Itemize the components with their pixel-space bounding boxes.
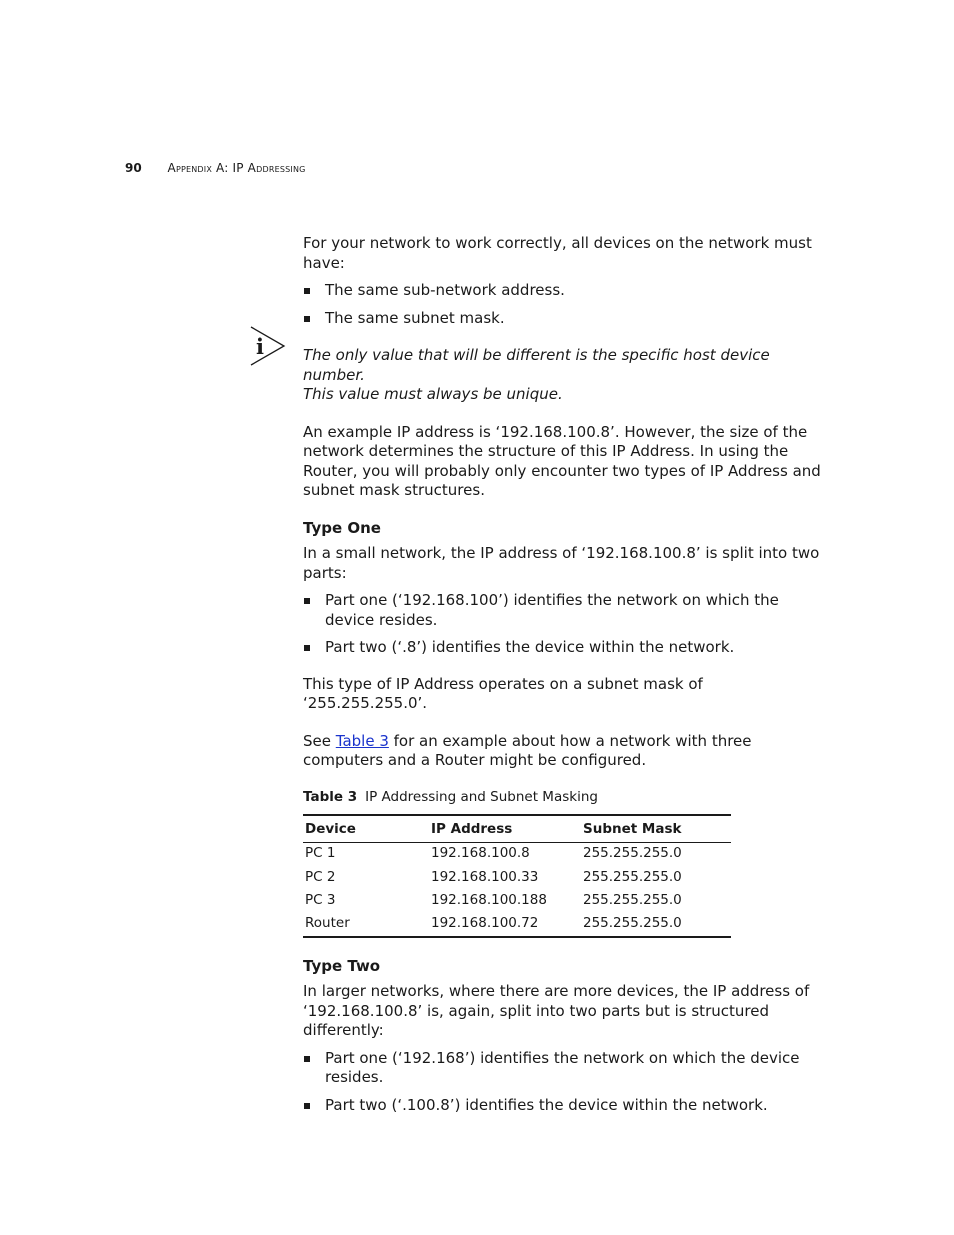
list-item-text: The same sub-network address. <box>325 281 565 299</box>
table-cell: 192.168.100.8 <box>431 845 530 862</box>
table-row <box>303 912 731 936</box>
table-cell: 192.168.100.188 <box>431 891 547 908</box>
table-caption-number: Table 3 <box>303 788 358 805</box>
type-two-intro: In larger networks, where there are more devices, the IP address of ‘192.168.100.8’ is, again, split into two parts but is structured differently: <box>303 982 810 1040</box>
table-row <box>303 866 731 889</box>
list-item-text: The same subnet mask. <box>325 308 505 327</box>
list-item-text: Part two (‘.8’) identifies the device within the network. <box>325 638 735 656</box>
table-cell: 255.255.255.0 <box>583 891 682 908</box>
section-heading-type-one: Type One <box>303 518 381 537</box>
table-header-row <box>303 815 731 842</box>
note-line: The only value that will be different is the specific host device number. <box>303 346 770 384</box>
page-content <box>303 234 823 1115</box>
bullet-marker <box>304 598 310 604</box>
list-item-text: Part one (‘192.168’) identifies the network on which the device resides. <box>325 1048 800 1087</box>
see-suffix: for an example about how a network with three computers and a Router might be configured. <box>303 731 752 769</box>
type-one-intro: In a small network, the IP address of ‘192.168.100.8’ is split into two parts: <box>303 544 820 582</box>
list-item <box>303 638 823 658</box>
list-item <box>303 281 823 301</box>
list-item-text: Part two (‘.100.8’) identifies the device within the network. <box>325 1095 768 1114</box>
bullet-marker <box>304 1103 310 1109</box>
bullet-marker <box>304 316 310 322</box>
type-two-bullets <box>303 1049 823 1116</box>
bullet-marker <box>304 288 310 294</box>
table-cell: PC 3 <box>305 891 336 908</box>
table-cell: Router <box>303 912 429 936</box>
table-3-link[interactable]: Table 3 <box>335 731 389 750</box>
table-cell: 255.255.255.0 <box>583 845 682 862</box>
table-cell: 255.255.255.0 <box>583 868 682 885</box>
table-cell: 192.168.100.33 <box>431 868 539 885</box>
list-item <box>303 309 823 329</box>
intro-paragraph: For your network to work correctly, all devices on the network must have: <box>303 234 812 272</box>
table-row <box>303 889 731 912</box>
running-head: Appendix A: IP Addressing <box>167 161 306 175</box>
column-header-ip-address: IP Address <box>429 815 581 842</box>
bullet-marker <box>304 1056 310 1062</box>
bullet-marker <box>304 645 310 651</box>
note-text <box>303 346 823 405</box>
column-header-subnet-mask: Subnet Mask <box>581 815 731 842</box>
table-caption-title: IP Addressing and Subnet Masking <box>365 788 598 805</box>
note-line: This value must always be unique. <box>303 385 563 403</box>
table-cell: 192.168.100.72 <box>429 912 581 936</box>
info-icon <box>250 326 286 366</box>
column-header-device: Device <box>303 815 429 842</box>
example-paragraph: An example IP address is ‘192.168.100.8’. However, the size of the network determines the structure of this IP Address. In using the Router, you will probably only encounter two types of IP Address and subnet mask structures. <box>303 422 821 499</box>
table-cell: PC 2 <box>305 868 336 885</box>
section-heading-type-two: Type Two <box>303 956 381 975</box>
ip-addressing-table <box>303 814 731 938</box>
list-item <box>303 591 823 630</box>
list-item <box>303 1049 823 1088</box>
intro-bullets <box>303 281 823 328</box>
table-cell: PC 1 <box>305 845 336 862</box>
subnet-paragraph: This type of IP Address operates on a subnet mask of ‘255.255.255.0’. <box>303 674 703 712</box>
page-header <box>125 161 306 175</box>
table-cell: 255.255.255.0 <box>581 912 731 936</box>
svg-text:i: i <box>256 334 264 359</box>
table-caption <box>303 788 823 808</box>
list-item-text: Part one (‘192.168.100’) identifies the network on which the device resides. <box>325 591 779 629</box>
see-prefix: See <box>303 731 331 750</box>
see-table-paragraph <box>303 732 823 771</box>
page-number: 90 <box>125 161 142 175</box>
type-one-bullets <box>303 591 823 658</box>
table-row <box>303 842 731 866</box>
list-item <box>303 1096 823 1116</box>
